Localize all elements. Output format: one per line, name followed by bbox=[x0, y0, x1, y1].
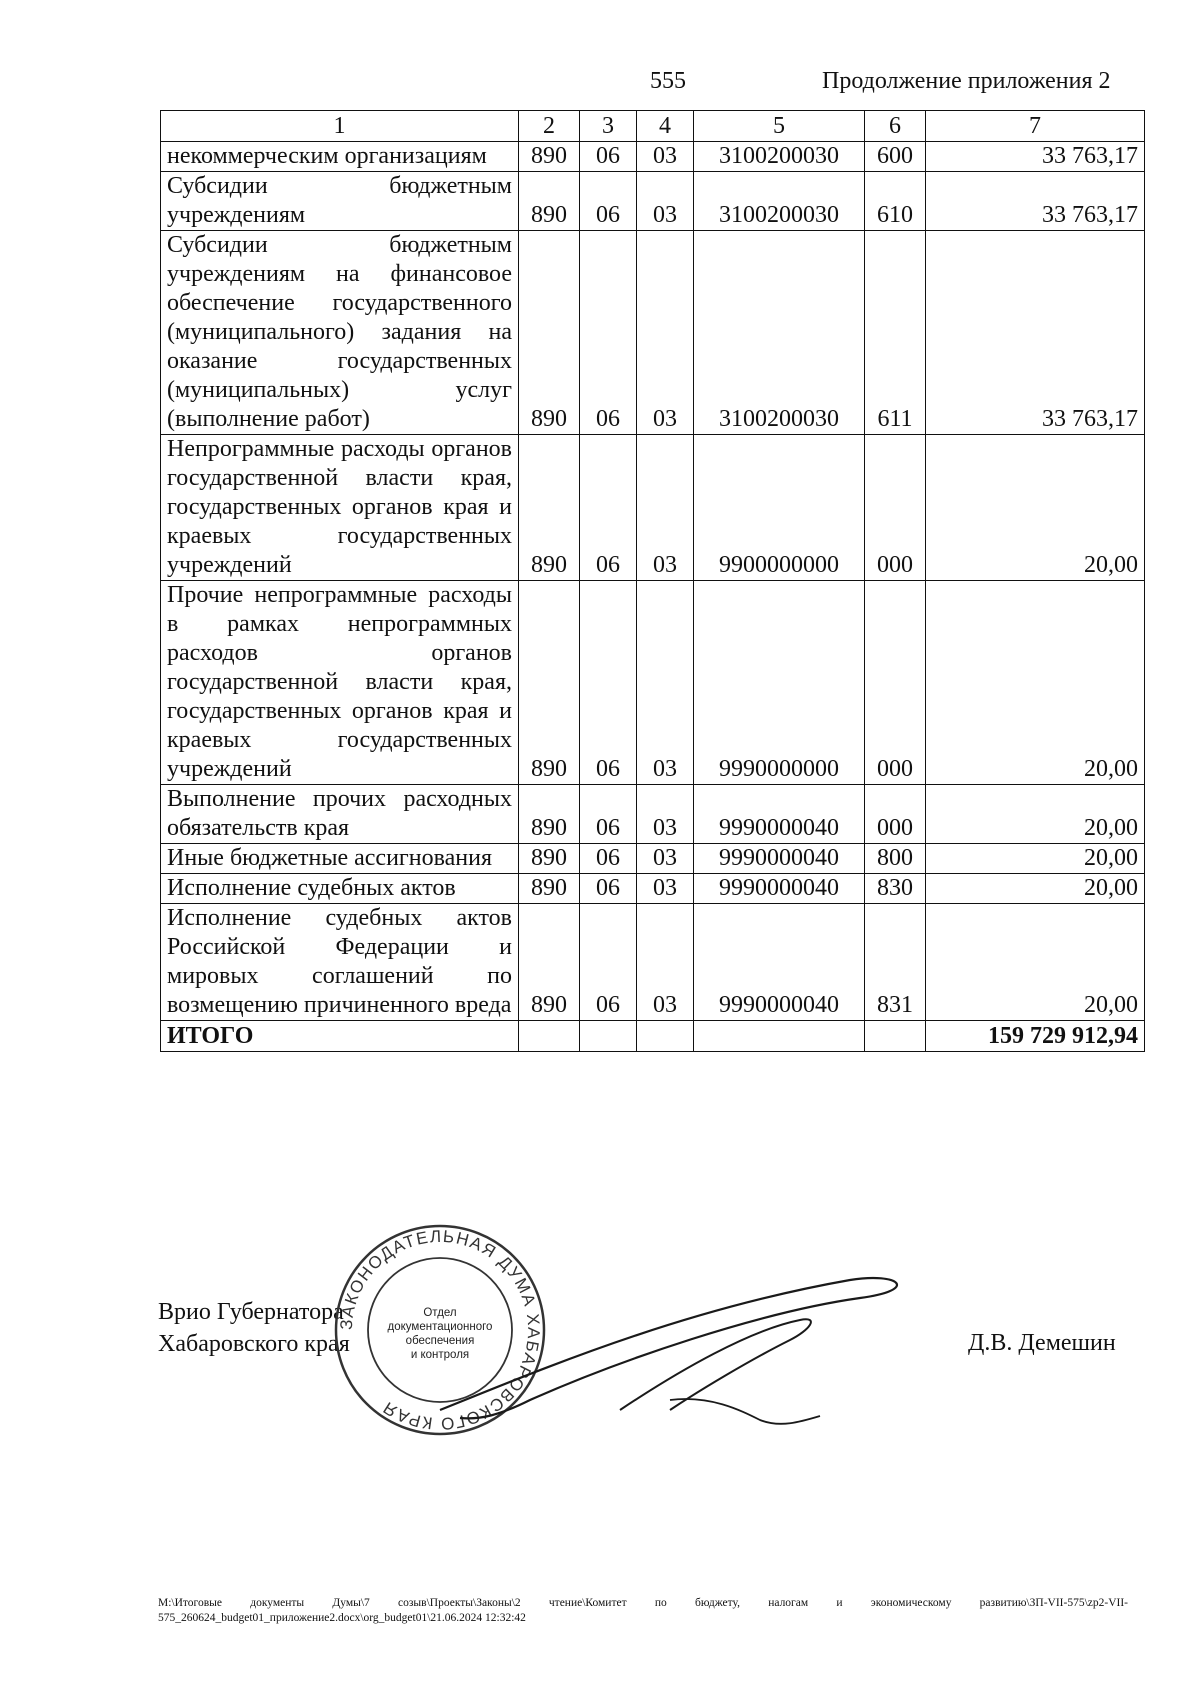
signature-stroke-main bbox=[440, 1278, 897, 1418]
row-cell-4: 03 bbox=[637, 874, 694, 904]
row-cell-4: 03 bbox=[637, 172, 694, 231]
row-cell-4: 03 bbox=[637, 844, 694, 874]
row-cell-6: 611 bbox=[865, 231, 926, 435]
row-description: некоммерческим организациям bbox=[161, 142, 519, 172]
row-cell-5: 9900000000 bbox=[694, 435, 865, 581]
total-empty-cell bbox=[580, 1021, 637, 1052]
table-row bbox=[161, 785, 1145, 844]
row-cell-3: 06 bbox=[580, 904, 637, 1021]
total-label: ИТОГО bbox=[161, 1021, 519, 1052]
row-cell-4: 03 bbox=[637, 142, 694, 172]
row-cell-3: 06 bbox=[580, 581, 637, 785]
row-amount: 33 763,17 bbox=[926, 172, 1145, 231]
row-cell-6: 000 bbox=[865, 435, 926, 581]
stamp-ring-text: ЗАКОНОДАТЕЛЬНАЯ ДУМА ХАБАРОВСКОГО КРАЯ bbox=[336, 1226, 544, 1434]
row-description: Иные бюджетные ассигнования bbox=[161, 844, 519, 874]
stamp-center-line2: документационного bbox=[387, 1321, 493, 1333]
row-amount: 20,00 bbox=[926, 581, 1145, 785]
row-amount: 20,00 bbox=[926, 904, 1145, 1021]
row-cell-3: 06 bbox=[580, 172, 637, 231]
row-cell-3: 06 bbox=[580, 874, 637, 904]
row-cell-6: 831 bbox=[865, 904, 926, 1021]
row-cell-6: 830 bbox=[865, 874, 926, 904]
row-cell-4: 03 bbox=[637, 231, 694, 435]
row-cell-5: 9990000040 bbox=[694, 844, 865, 874]
signature-stroke-tail bbox=[670, 1399, 820, 1424]
column-header-4: 4 bbox=[637, 111, 694, 142]
row-cell-5: 3100200030 bbox=[694, 172, 865, 231]
signature-stroke-loop bbox=[620, 1319, 811, 1410]
table-row bbox=[161, 142, 1145, 172]
row-cell-2: 890 bbox=[519, 231, 580, 435]
row-description: Прочие непрограммные расходы в рамках непрограммных расходов органов государственной власти края, государственных органов края и краевых государственных учреждений bbox=[161, 581, 519, 785]
row-cell-6: 610 bbox=[865, 172, 926, 231]
row-cell-2: 890 bbox=[519, 581, 580, 785]
column-header-5: 5 bbox=[694, 111, 865, 142]
row-amount: 20,00 bbox=[926, 874, 1145, 904]
row-cell-2: 890 bbox=[519, 785, 580, 844]
row-amount: 20,00 bbox=[926, 435, 1145, 581]
row-cell-2: 890 bbox=[519, 142, 580, 172]
column-header-1: 1 bbox=[161, 111, 519, 142]
row-description: Субсидии бюджетным учреждениям bbox=[161, 172, 519, 231]
table-row bbox=[161, 581, 1145, 785]
column-header-7: 7 bbox=[926, 111, 1145, 142]
row-cell-3: 06 bbox=[580, 231, 637, 435]
row-amount: 20,00 bbox=[926, 844, 1145, 874]
total-row bbox=[161, 1021, 1145, 1052]
row-cell-5: 3100200030 bbox=[694, 231, 865, 435]
row-cell-4: 03 bbox=[637, 904, 694, 1021]
signatory-position-line2: Хабаровского края bbox=[158, 1331, 350, 1357]
stamp-center-line4: и контроля bbox=[410, 1349, 470, 1361]
column-header-6: 6 bbox=[865, 111, 926, 142]
row-cell-6: 600 bbox=[865, 142, 926, 172]
row-description: Исполнение судебных актов Российской Федерации и мировых соглашений по возмещению причиненного вреда bbox=[161, 904, 519, 1021]
signatory-position-line1: Врио Губернатора bbox=[158, 1299, 344, 1325]
column-header-2: 2 bbox=[519, 111, 580, 142]
row-cell-5: 9990000040 bbox=[694, 874, 865, 904]
row-description: Выполнение прочих расходных обязательств края bbox=[161, 785, 519, 844]
row-description: Исполнение судебных актов bbox=[161, 874, 519, 904]
signatory-name: Д.В. Демешин bbox=[968, 1330, 1116, 1356]
row-cell-6: 000 bbox=[865, 581, 926, 785]
row-amount: 33 763,17 bbox=[926, 142, 1145, 172]
stamp-center-line1: Отдел bbox=[423, 1307, 457, 1319]
signatory-position bbox=[158, 1296, 350, 1360]
table-row bbox=[161, 231, 1145, 435]
table-header-row bbox=[161, 111, 1145, 142]
row-cell-2: 890 bbox=[519, 904, 580, 1021]
row-cell-5: 9990000040 bbox=[694, 904, 865, 1021]
row-description: Непрограммные расходы органов государственной власти края, государственных органов края и краевых государственных учреждений bbox=[161, 435, 519, 581]
row-cell-4: 03 bbox=[637, 785, 694, 844]
document-file-path: M:\Итоговые документы Думы\7 созыв\Проекты\Законы\2 чтение\Комитет по бюджету, налогам и экономическому развитию\ЗП-VII-575\zp2-VII-575_260624_budget01_приложение2.docx\org_budget01\21.06.2024 12:32:42 bbox=[158, 1597, 1128, 1624]
page-number: 555 bbox=[650, 68, 686, 94]
row-amount: 33 763,17 bbox=[926, 231, 1145, 435]
row-cell-3: 06 bbox=[580, 844, 637, 874]
table-row bbox=[161, 435, 1145, 581]
total-empty-cell bbox=[519, 1021, 580, 1052]
table-row bbox=[161, 904, 1145, 1021]
row-description: Субсидии бюджетным учреждениям на финансовое обеспечение государственного (муниципального) задания на оказание государственных (муниципальных) услуг (выполнение работ) bbox=[161, 231, 519, 435]
row-cell-6: 000 bbox=[865, 785, 926, 844]
row-cell-5: 9990000040 bbox=[694, 785, 865, 844]
budget-table bbox=[160, 110, 1145, 1052]
row-cell-6: 800 bbox=[865, 844, 926, 874]
total-empty-cell bbox=[637, 1021, 694, 1052]
row-cell-3: 06 bbox=[580, 435, 637, 581]
row-cell-4: 03 bbox=[637, 581, 694, 785]
continuation-header: Продолжение приложения 2 bbox=[822, 68, 1111, 94]
handwritten-signature bbox=[420, 1250, 980, 1450]
row-cell-5: 3100200030 bbox=[694, 142, 865, 172]
row-cell-2: 890 bbox=[519, 172, 580, 231]
row-cell-2: 890 bbox=[519, 874, 580, 904]
table-row bbox=[161, 874, 1145, 904]
total-empty-cell bbox=[694, 1021, 865, 1052]
row-cell-3: 06 bbox=[580, 785, 637, 844]
row-cell-2: 890 bbox=[519, 844, 580, 874]
table-row bbox=[161, 172, 1145, 231]
total-value: 159 729 912,94 bbox=[926, 1021, 1145, 1052]
column-header-3: 3 bbox=[580, 111, 637, 142]
row-cell-4: 03 bbox=[637, 435, 694, 581]
total-empty-cell bbox=[865, 1021, 926, 1052]
stamp-center-line3: обеспечения bbox=[405, 1335, 475, 1347]
row-amount: 20,00 bbox=[926, 785, 1145, 844]
table-row bbox=[161, 844, 1145, 874]
row-cell-3: 06 bbox=[580, 142, 637, 172]
row-cell-2: 890 bbox=[519, 435, 580, 581]
row-cell-5: 9990000000 bbox=[694, 581, 865, 785]
